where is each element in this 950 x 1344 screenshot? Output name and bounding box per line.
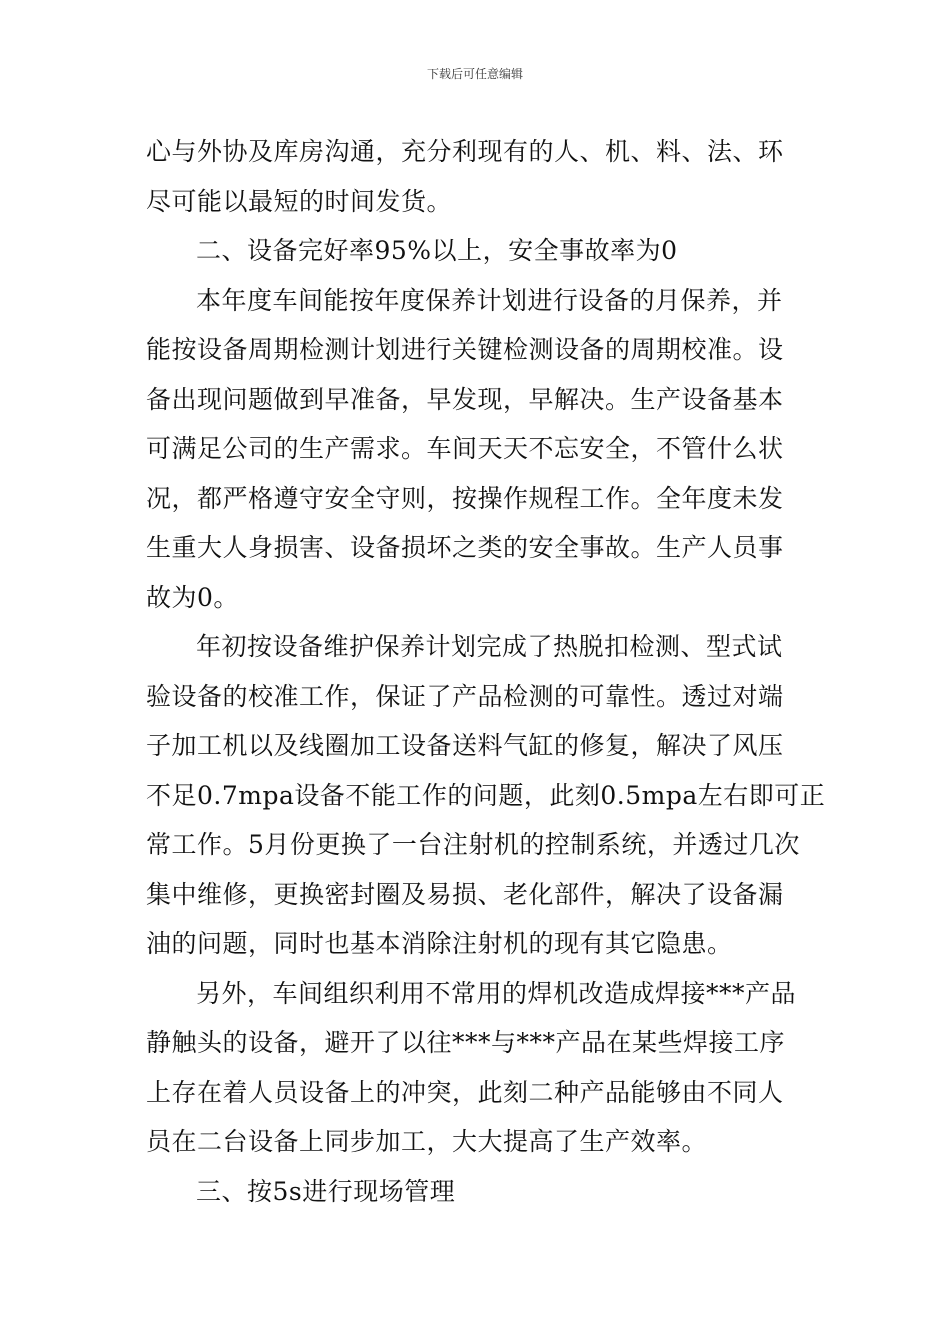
text-line: 静触头的设备，避开了以往***与***产品在某些焊接工序 xyxy=(146,1028,786,1057)
text-line: 三、按5s进行现场管理 xyxy=(196,1176,456,1206)
text-line: 况，都严格遵守安全守则，按操作规程工作。全年度未发 xyxy=(146,483,784,513)
text-line: 集中维修，更换密封圈及易损、老化部件，解决了设备漏 xyxy=(146,879,784,909)
text-line: 备出现问题做到早准备，早发现，早解决。生产设备基本 xyxy=(146,384,784,414)
text-line: 本年度车间能按年度保养计划进行设备的月保养，并 xyxy=(196,285,783,315)
text-line: 子加工机以及线圈加工设备送料气缸的修复，解决了风压 xyxy=(146,731,784,760)
text-line: 尽可能以最短的时间发货。 xyxy=(146,186,453,216)
text-line: 不足0.7mpa设备不能工作的问题，此刻0.5mpa左右即可正 xyxy=(146,780,826,810)
text-line: 能按设备周期检测计划进行关键检测设备的周期校准。设 xyxy=(146,335,784,364)
text-line: 另外，车间组织利用不常用的焊机改造成焊接***产品 xyxy=(196,978,797,1008)
document-body xyxy=(146,127,826,1216)
text-line: 上存在着人员设备上的冲突，此刻二种产品能够由不同人 xyxy=(146,1077,784,1107)
text-line: 可满足公司的生产需求。车间天天不忘安全，不管什么状 xyxy=(146,434,784,463)
page-header: 下载后可任意编辑 xyxy=(426,67,523,81)
text-line: 年初按设备维护保养计划完成了热脱扣检测、型式试 xyxy=(196,632,783,661)
text-line: 故为0。 xyxy=(146,582,239,612)
text-line: 心与外协及库房沟通，充分利现有的人、机、料、法、环 xyxy=(146,137,784,166)
text-line: 常工作。5月份更换了一台注射机的控制系统，并透过几次 xyxy=(146,830,800,859)
text-line: 生重大人身损害、设备损坏之类的安全事故。生产人员事 xyxy=(146,533,784,562)
text-line: 油的问题，同时也基本消除注射机的现有其它隐患。 xyxy=(146,929,733,958)
text-line: 员在二台设备上同步加工，大大提高了生产效率。 xyxy=(146,1127,708,1156)
text-line: 二、设备完好率95%以上，安全事故率为0 xyxy=(196,236,678,265)
text-line: 验设备的校准工作，保证了产品检测的可靠性。透过对端 xyxy=(146,681,784,711)
